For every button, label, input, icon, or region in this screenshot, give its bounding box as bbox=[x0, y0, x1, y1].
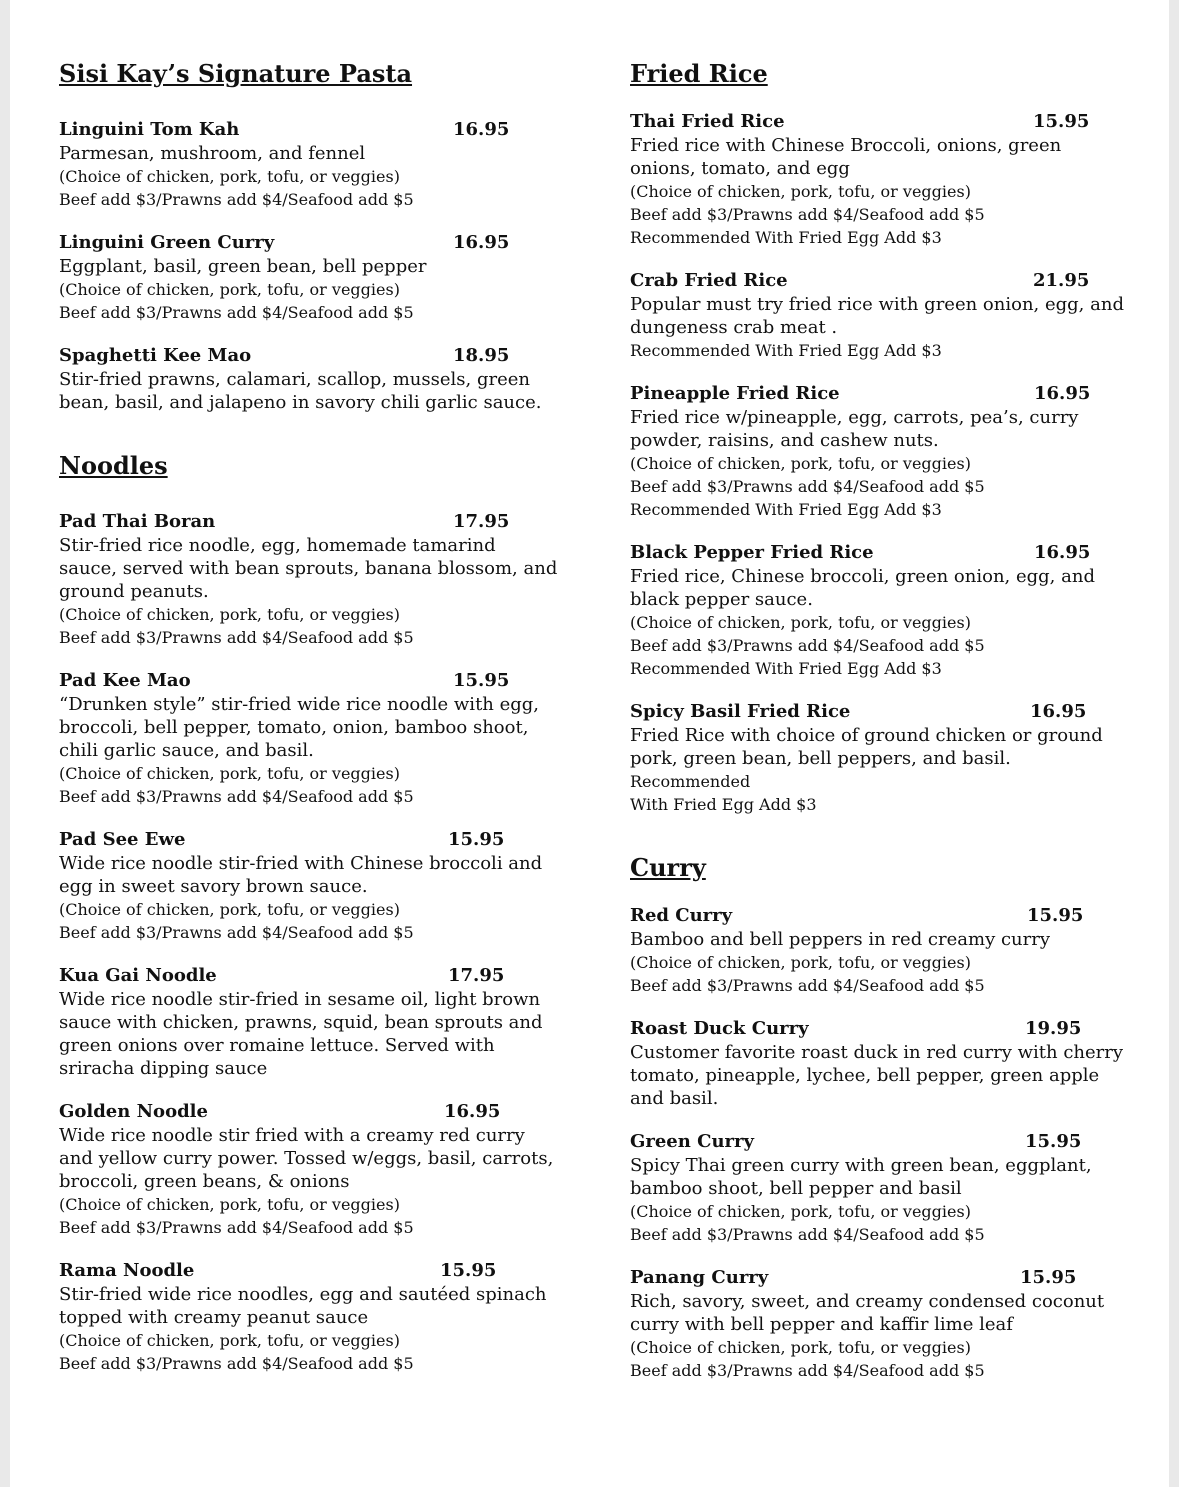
item-note: With Fried Egg Add $3 bbox=[630, 795, 817, 814]
item-note: (Choice of chicken, pork, tofu, or veggies) bbox=[59, 900, 400, 919]
item-note: Recommended With Fried Egg Add $3 bbox=[630, 341, 942, 360]
item-name: Spicy Basil Fried Rice bbox=[630, 701, 851, 722]
menu-item bbox=[59, 118, 559, 211]
item-description: Stir-fried rice noodle, egg, homemade tamarind sauce, served with bean sprouts, banana blossom, and ground peanuts. bbox=[59, 535, 558, 602]
item-name: Thai Fried Rice bbox=[630, 111, 785, 132]
item-note: (Choice of chicken, pork, tofu, or veggies) bbox=[630, 1202, 971, 1221]
item-price: 16.95 bbox=[453, 119, 510, 140]
item-price: 15.95 bbox=[453, 670, 510, 691]
item-name: Black Pepper Fried Rice bbox=[630, 542, 874, 563]
item-price: 15.95 bbox=[1020, 1267, 1077, 1288]
menu-item bbox=[630, 110, 1130, 249]
item-note: (Choice of chicken, pork, tofu, or veggies) bbox=[59, 280, 400, 299]
item-note: Beef add $3/Prawns add $4/Seafood add $5 bbox=[630, 1225, 985, 1244]
menu-item bbox=[59, 1100, 559, 1239]
menu-item bbox=[630, 700, 1130, 816]
item-name: Rama Noodle bbox=[59, 1260, 195, 1281]
menu-item bbox=[630, 1266, 1130, 1382]
menu-item bbox=[59, 231, 559, 324]
item-note: Beef add $3/Prawns add $4/Seafood add $5 bbox=[630, 205, 985, 224]
item-name: Red Curry bbox=[630, 905, 733, 926]
menu-item bbox=[630, 904, 1130, 997]
item-note: (Choice of chicken, pork, tofu, or veggies) bbox=[59, 167, 400, 186]
item-description bbox=[630, 724, 1130, 793]
item-note: Beef add $3/Prawns add $4/Seafood add $5 bbox=[59, 303, 414, 322]
item-note: Beef add $3/Prawns add $4/Seafood add $5 bbox=[59, 628, 414, 647]
item-description: Rich, savory, sweet, and creamy condensed coconut curry with bell pepper and kaffir lime leaf bbox=[630, 1291, 1105, 1335]
item-name: Kua Gai Noodle bbox=[59, 965, 217, 986]
section-title-fried-rice: Fried Rice bbox=[630, 59, 768, 88]
item-note: (Choice of chicken, pork, tofu, or veggies) bbox=[59, 1331, 400, 1350]
item-price: 15.95 bbox=[1027, 905, 1084, 926]
section-title-pasta: Sisi Kay’s Signature Pasta bbox=[59, 59, 413, 88]
menu-item bbox=[630, 1017, 1130, 1110]
item-note: Recommended With Fried Egg Add $3 bbox=[630, 500, 942, 519]
item-description: Stir-fried wide rice noodles, egg and sautéed spinach topped with creamy peanut sauce bbox=[59, 1284, 547, 1328]
item-price: 16.95 bbox=[1030, 701, 1087, 722]
item-description: Wide rice noodle stir fried with a creamy red curry and yellow curry power. Tossed w/eggs, basil, carrots, broccoli, green beans, & onions bbox=[59, 1125, 554, 1192]
item-note: Recommended With Fried Egg Add $3 bbox=[630, 228, 942, 247]
section-title-curry: Curry bbox=[630, 853, 706, 882]
item-price: 16.95 bbox=[1034, 542, 1091, 563]
menu-item bbox=[59, 344, 559, 414]
item-price: 16.95 bbox=[1034, 383, 1091, 404]
item-description: Stir-fried prawns, calamari, scallop, mussels, green bean, basil, and jalapeno in savory chili garlic sauce. bbox=[59, 369, 542, 413]
item-price: 15.95 bbox=[1025, 1131, 1082, 1152]
item-note: Beef add $3/Prawns add $4/Seafood add $5 bbox=[630, 1361, 985, 1380]
item-description: Spicy Thai green curry with green bean, eggplant, bamboo shoot, bell pepper and basil bbox=[630, 1155, 1092, 1199]
item-note: (Choice of chicken, pork, tofu, or veggies) bbox=[59, 764, 400, 783]
item-name: Roast Duck Curry bbox=[630, 1018, 809, 1039]
item-price: 17.95 bbox=[453, 511, 510, 532]
item-description: Eggplant, basil, green bean, bell pepper bbox=[59, 256, 427, 277]
item-note: (Choice of chicken, pork, tofu, or veggies) bbox=[630, 613, 971, 632]
item-name: Panang Curry bbox=[630, 1267, 769, 1288]
item-note: Beef add $3/Prawns add $4/Seafood add $5 bbox=[630, 477, 985, 496]
item-price: 18.95 bbox=[453, 345, 510, 366]
item-name: Pad Kee Mao bbox=[59, 670, 191, 691]
menu-item bbox=[630, 1130, 1130, 1246]
item-description: Customer favorite roast duck in red curry with cherry tomato, pineapple, lychee, bell pepper, green apple and basil. bbox=[630, 1042, 1124, 1109]
menu-item bbox=[59, 669, 559, 808]
item-price: 15.95 bbox=[440, 1260, 497, 1281]
item-name: Linguini Green Curry bbox=[59, 232, 275, 253]
item-description: Parmesan, mushroom, and fennel bbox=[59, 143, 366, 164]
item-description: Wide rice noodle stir-fried with Chinese broccoli and egg in sweet savory brown sauce. bbox=[59, 853, 543, 897]
menu-item bbox=[59, 964, 559, 1080]
menu-page bbox=[10, 0, 1169, 1487]
item-name: Golden Noodle bbox=[59, 1101, 208, 1122]
item-description-text: Fried Rice with choice of ground chicken or ground pork, green bean, bell peppers, and basil. bbox=[630, 725, 1103, 769]
item-note: Beef add $3/Prawns add $4/Seafood add $5 bbox=[59, 1354, 414, 1373]
menu-item bbox=[630, 269, 1130, 362]
item-note: Beef add $3/Prawns add $4/Seafood add $5 bbox=[630, 636, 985, 655]
item-description: Fried rice w/pineapple, egg, carrots, pea’s, curry powder, raisins, and cashew nuts. bbox=[630, 407, 1079, 451]
item-price: 17.95 bbox=[448, 965, 505, 986]
item-note: Beef add $3/Prawns add $4/Seafood add $5 bbox=[59, 1218, 414, 1237]
item-note: (Choice of chicken, pork, tofu, or veggies) bbox=[630, 182, 971, 201]
item-description: Fried rice, Chinese broccoli, green onion, egg, and black pepper sauce. bbox=[630, 566, 1095, 610]
item-name: Pad Thai Boran bbox=[59, 511, 216, 532]
item-note: (Choice of chicken, pork, tofu, or veggies) bbox=[630, 953, 971, 972]
item-price: 21.95 bbox=[1033, 270, 1090, 291]
item-note: Recommended bbox=[630, 772, 751, 791]
left-column bbox=[59, 58, 559, 1395]
item-description: Wide rice noodle stir-fried in sesame oil, light brown sauce with chicken, prawns, squid, bean sprouts and green onions over romaine lettuce. Served with sriracha dipping sauce bbox=[59, 989, 543, 1079]
item-name: Spaghetti Kee Mao bbox=[59, 345, 252, 366]
item-note: (Choice of chicken, pork, tofu, or veggies) bbox=[630, 1338, 971, 1357]
item-note: Beef add $3/Prawns add $4/Seafood add $5 bbox=[630, 976, 985, 995]
item-description: Fried rice with Chinese Broccoli, onions, green onions, tomato, and egg bbox=[630, 135, 1062, 179]
item-name: Crab Fried Rice bbox=[630, 270, 788, 291]
item-price: 16.95 bbox=[453, 232, 510, 253]
item-name: Green Curry bbox=[630, 1131, 754, 1152]
menu-item bbox=[630, 382, 1130, 521]
item-description: “Drunken style” stir-fried wide rice noodle with egg, broccoli, bell pepper, tomato, onion, bamboo shoot, chili garlic sauce, and basil. bbox=[59, 694, 540, 761]
item-price: 16.95 bbox=[444, 1101, 501, 1122]
menu-item bbox=[59, 510, 559, 649]
item-name: Pad See Ewe bbox=[59, 829, 186, 850]
item-description: Bamboo and bell peppers in red creamy curry bbox=[630, 929, 1051, 950]
item-note: Beef add $3/Prawns add $4/Seafood add $5 bbox=[59, 923, 414, 942]
menu-item bbox=[59, 828, 559, 944]
item-note: Recommended With Fried Egg Add $3 bbox=[630, 659, 942, 678]
item-note: Beef add $3/Prawns add $4/Seafood add $5 bbox=[59, 190, 414, 209]
item-note: (Choice of chicken, pork, tofu, or veggies) bbox=[59, 1195, 400, 1214]
menu-item bbox=[59, 1259, 559, 1375]
item-price: 15.95 bbox=[448, 829, 505, 850]
item-note: (Choice of chicken, pork, tofu, or veggies) bbox=[59, 605, 400, 624]
item-name: Pineapple Fried Rice bbox=[630, 383, 840, 404]
menu-item bbox=[630, 541, 1130, 680]
item-name: Linguini Tom Kah bbox=[59, 119, 240, 140]
right-column bbox=[630, 58, 1130, 1402]
item-price: 19.95 bbox=[1025, 1018, 1082, 1039]
section-title-noodles: Noodles bbox=[59, 451, 168, 480]
item-note: Beef add $3/Prawns add $4/Seafood add $5 bbox=[59, 787, 414, 806]
item-note: (Choice of chicken, pork, tofu, or veggies) bbox=[630, 454, 971, 473]
item-price: 15.95 bbox=[1033, 111, 1090, 132]
item-description: Popular must try fried rice with green onion, egg, and dungeness crab meat . bbox=[630, 294, 1124, 338]
